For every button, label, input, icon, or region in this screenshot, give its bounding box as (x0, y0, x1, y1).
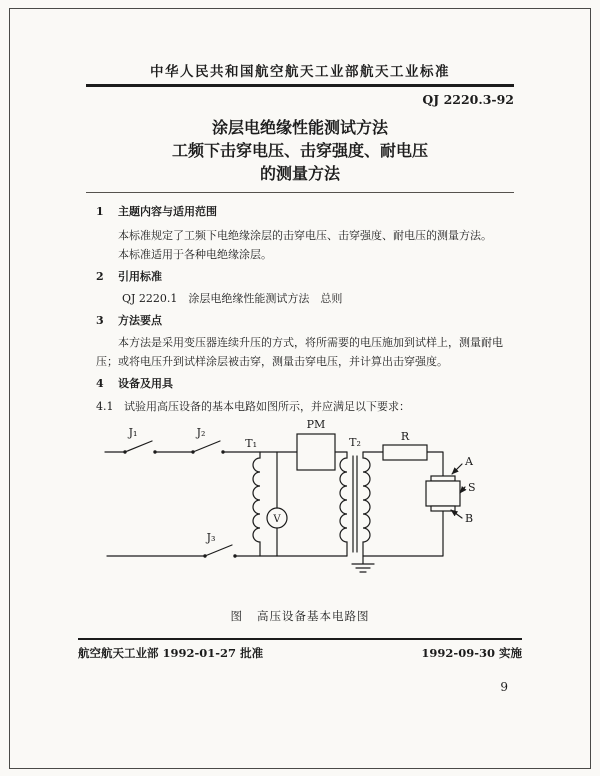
section-4-title: 设备及用具 (118, 377, 173, 390)
circuit-diagram (95, 414, 555, 584)
label-voltmeter-v: V (273, 514, 281, 525)
specimen-block (426, 481, 460, 506)
section-1-paragraph-2: 本标准适用于各种电绝缘涂层。 (118, 248, 272, 261)
implementation-note: 1992-09-30 实施 (421, 646, 522, 660)
leader-arrow-a (452, 464, 462, 474)
label-transformer-t1: T₁ (245, 437, 257, 450)
label-pm-meter: PM (306, 418, 326, 431)
page-number: 9 (500, 680, 508, 694)
section-4-heading (96, 375, 522, 394)
figure-container (95, 414, 555, 584)
section-2-number: 2 (96, 270, 104, 283)
clause-4-1-text: 试验用高压设备的基本电路如图所示，并应满足以下要求： (124, 400, 410, 413)
transformer-t2-core (353, 456, 357, 552)
label-transformer-t2: T₂ (349, 436, 361, 449)
switch-j3-blade (205, 545, 232, 556)
section-1-number: 1 (96, 205, 104, 218)
footer-rule (78, 638, 522, 640)
section-3-paragraph-1: 本方法是采用变压器连续升压的方式，将所需要的电压施加到试样上，测量耐电压；或将电压升到试样涂层被击穿，测量击穿电压，并计算出击穿强度。 (96, 336, 503, 368)
label-switch-j2: J₂ (196, 426, 206, 439)
transformer-t2-secondary-coil (363, 452, 370, 556)
section-4-number: 4 (96, 377, 104, 390)
switch-contact-dots (123, 450, 236, 557)
secondary-bottom-wire (363, 511, 443, 556)
leader-arrow-b (451, 510, 462, 518)
switch-j2-blade (193, 441, 220, 452)
ground-symbol (352, 556, 374, 572)
title-line-2: 工频下击穿电压、击穿强度、耐电压 (171, 141, 428, 160)
figure-caption (0, 608, 600, 624)
label-electrode-a: A (465, 455, 473, 468)
label-switch-j1: J₁ (128, 426, 138, 439)
title-line-3: 的测量方法 (259, 164, 340, 183)
section-3-heading (96, 312, 522, 331)
section-1-heading (96, 203, 522, 222)
label-electrode-b: B (465, 512, 474, 525)
figure-caption-word: 图 (230, 609, 243, 623)
standard-organization: 中华人民共和国航空航天工业部航天工业标准 (150, 64, 450, 80)
referenced-standard: QJ 2220.1 涂层电绝缘性能测试方法 总则 (122, 292, 343, 305)
section-3-title: 方法要点 (118, 314, 162, 327)
leader-arrow-s (460, 487, 465, 493)
pm-meter-box (297, 434, 335, 470)
transformer-t1-coil (253, 452, 260, 556)
section-2-heading (96, 268, 522, 287)
section-1-paragraph-1: 本标准规定了工频下电绝缘涂层的击穿电压、击穿强度、耐电压的测量方法。 (118, 229, 492, 242)
label-specimen-s: S (468, 481, 476, 494)
label-resistor-r: R (400, 430, 410, 443)
section-1-title: 主题内容与适用范围 (118, 205, 217, 218)
label-switch-j3: J₃ (206, 531, 216, 544)
section-3-number: 3 (96, 314, 104, 327)
title-line-1: 涂层电绝缘性能测试方法 (211, 118, 388, 137)
resistor-box (383, 445, 427, 460)
figure-caption-text: 高压设备基本电路图 (257, 609, 370, 623)
transformer-t2-primary-coil (340, 452, 347, 556)
section-2-title: 引用标准 (118, 270, 162, 283)
standard-number: QJ 2220.3-92 (422, 92, 514, 107)
upper-electrode (431, 476, 455, 481)
clause-4-1-number: 4.1 (96, 400, 114, 413)
switch-j1-blade (125, 441, 152, 452)
approval-note: 航空航天工业部 1992-01-27 批准 (78, 646, 264, 660)
